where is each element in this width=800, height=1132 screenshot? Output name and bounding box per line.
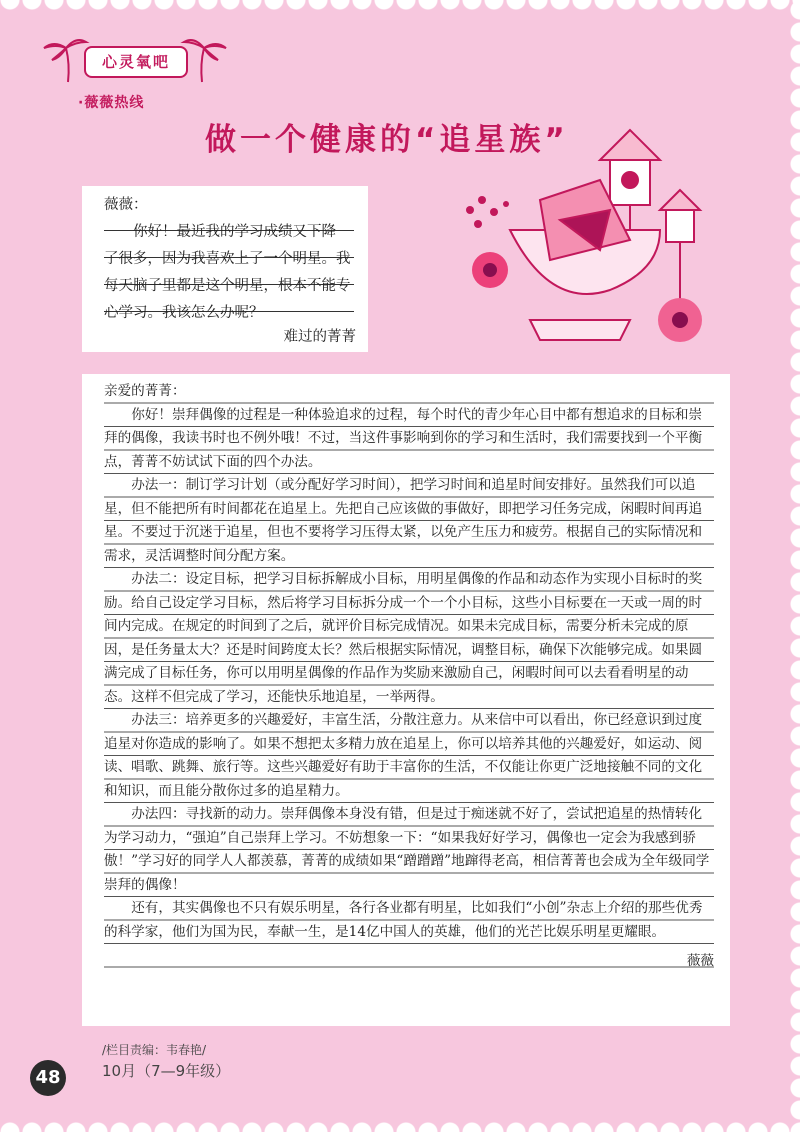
letter-line-3: 每天脑子里都是这个明星，根本不能专 — [104, 278, 351, 294]
letter-line-1: 你好！最近我的学习成绩又下降 — [133, 224, 336, 240]
brand-label: 心灵氧吧 — [84, 46, 188, 78]
reply-signature: 薇薇 — [686, 953, 714, 969]
column-brand — [40, 34, 230, 84]
letter-greeting: 薇薇： — [104, 197, 148, 213]
reply-paragraph: 办法三：培养更多的兴趣爱好，丰富生活，分散注意力。从来信中可以看出，你已经意识到过度追星对你造成的影响了。如果不想把太多精力放在追星上，你可以培养其他的兴趣爱好，如运动、阅读、唱歌、跳舞、旅行等。这些兴趣爱好有助于丰富你的生活，不仅能让你更广泛地接触不同的文化和知识，而且能分散你过多的追星精力。 — [104, 712, 703, 799]
reply-paragraph: 办法二：设定目标，把学习目标拆解成小目标，用明星偶像的作品和动态作为实现小目标时的奖励。给自己设定学习目标，然后将学习目标拆分成一个一个小目标，这些小目标要在一天或一周的时间内完成。在规定的时间到了之后，就评价目标完成情况。如果未完成目标，需要分析未完成的原因，是任务量太大？还是时间跨度太长？然后根据实际情况，调整目标，确保下次能够完成。如果圆满完成了目标任务，你可以用明星偶像的作品作为奖励来激励自己，闲暇时间可以去看看明星的动态。这样不但完成了学习，还能快乐地追星，一举两得。 — [104, 571, 703, 705]
issue-label: 10月（7—9年级） — [102, 1062, 231, 1080]
column-editor: /栏目责编：韦春艳/ — [102, 1043, 207, 1057]
stamp-edge-bottom — [0, 1118, 800, 1132]
page-number: 48 — [30, 1060, 66, 1096]
page-title: 做一个健康的“追星族” — [205, 122, 569, 158]
reply-body — [104, 380, 714, 974]
reply-paragraph: 办法四：寻找新的动力。崇拜偶像本身没有错，但是过于痴迷就不好了，尝试把追星的热情转化为学习动力，“强迫”自己崇拜上学习。不妨想象一下：“如果我好好学习，偶像也一定会为我感到骄傲！”学习好的同学人人都羡慕，菁菁的成绩如果“蹭蹭蹭”地蹿得老高，相信菁菁也会成为全年级同学崇拜的偶像！ — [104, 806, 710, 893]
birdhouse-flower-illustration — [430, 120, 730, 360]
stamp-edge-top — [0, 0, 800, 14]
reply-paragraph: 你好！崇拜偶像的过程是一种体验追求的过程，每个时代的青少年心目中都有想追求的目标和崇拜的偶像，我读书时也不例外哦！不过，当这件事影响到你的学习和生活时，我们需要找到一个平衡点，菁菁不妨试试下面的四个办法。 — [104, 406, 703, 470]
reply-salutation: 亲爱的菁菁： — [104, 383, 186, 399]
stamp-edge-right — [786, 0, 800, 1132]
letter-signature: 难过的菁菁 — [283, 329, 356, 345]
letter-line-4: 心学习。我该怎么办呢？ — [104, 305, 264, 321]
letter-line-2: 了很多，因为我喜欢上了一个明星。我 — [104, 251, 351, 267]
reply-paragraph: 还有，其实偶像也不只有娱乐明星，各行各业都有明星，比如我们“小创”杂志上介绍的那些优秀的科学家，他们为国为民，奉献一生，是14亿中国人的英雄，他们的光芒比娱乐明星更耀眼。 — [104, 900, 703, 940]
reply-paragraph: 办法一：制订学习计划（或分配好学习时间），把学习时间和追星时间安排好。虽然我们可以追星，但不能把所有时间都花在追星上。先把自己应该做的事做好，即把学习任务完成，闲暇时间再追星。不要过于沉迷于追星，但也不要将学习压得太紧，以免产生压力和疲劳。根据自己的实际情况和需求，灵活调整时间分配方案。 — [104, 477, 703, 564]
column-name: ·薇薇热线 — [78, 95, 145, 111]
